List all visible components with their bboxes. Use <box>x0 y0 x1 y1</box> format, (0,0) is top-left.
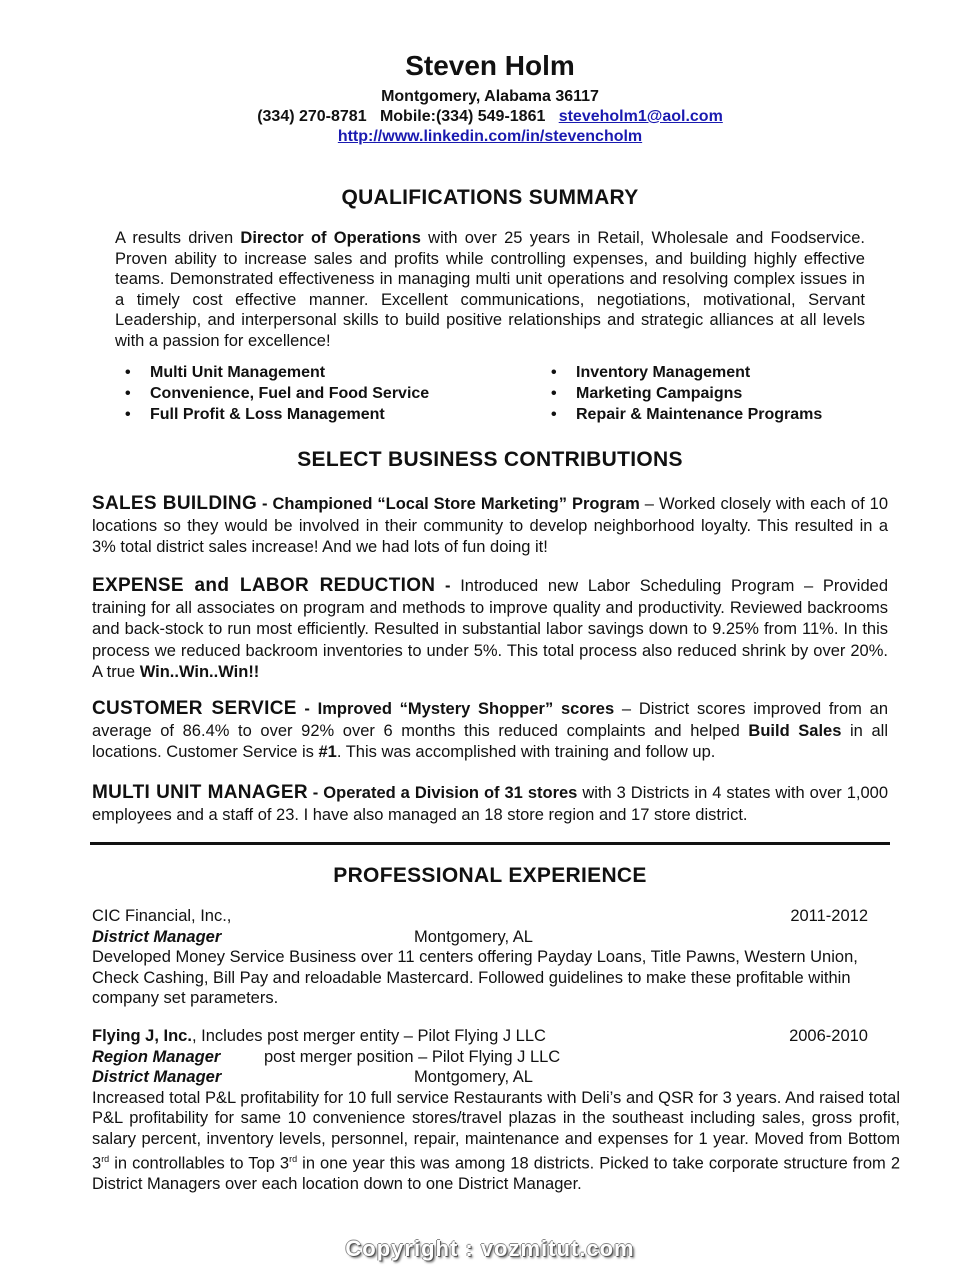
candidate-name: Steven Holm <box>405 50 575 81</box>
job-description <box>92 1088 900 1195</box>
skills-list-right <box>546 362 822 425</box>
separator: - <box>307 784 324 802</box>
contribution-multi-unit <box>92 782 888 826</box>
experience-title: PROFESSIONAL EXPERIENCE <box>333 864 647 887</box>
company-note: , Includes post merger entity – Pilot Flying J LLC <box>191 1027 546 1045</box>
job-cic-financial <box>92 906 872 1009</box>
job-title-2: District Manager <box>92 1068 222 1086</box>
summary-bold: Director of Operations <box>240 229 421 247</box>
job-title-note: post merger position – Pilot Flying J LLC <box>264 1047 561 1066</box>
job-description: Developed Money Service Business over 11 centers offering Payday Loans, Title Pawns, Western Union, Check Cashing, Bill Pay and reloadable Mastercard. Followed guidelines to make these profitable within company set parameters. <box>92 948 858 1007</box>
phone: (334) 270-8781 <box>257 108 367 125</box>
mobile: Mobile:(334) 549-1861 <box>379 108 546 125</box>
contribution-body: with 3 Districts in 4 states with over 1,000 employees and a staff of 23. I have also managed an 18 store region and 17 store district. <box>92 784 888 824</box>
summary-text-rest: with over 25 years in Retail, Wholesale and Foodservice. Proven ability to increase sales and profits while controlling expenses, and building highly effective teams. Demonstrated effectiveness in managing multi unit operations and resolving complex issues in a timely cost effective manner. Excellent communications, negotiations, motivational, Servant Leadership, and interpersonal skills to build positive relationships and strategic alliances at all levels with a passion for excellence! <box>115 229 865 350</box>
linkedin-link[interactable]: http://www.linkedin.com/in/stevencholm <box>337 128 643 145</box>
job-location: Montgomery, AL <box>414 1068 533 1086</box>
desc-text: in controllables to Top 3 <box>109 1154 290 1173</box>
contribution-heading: MULTI UNIT MANAGER <box>92 782 308 803</box>
superscript: rd <box>101 1154 110 1164</box>
contribution-tail: Win..Win..Win!! <box>139 663 260 681</box>
contribution-heading: EXPENSE and LABOR REDUCTION <box>92 575 436 596</box>
desc-text: Increased total P&L profitability for 10 full service Restaurants with Deli’s and QSR for 3 years. And raised total P&L profitability for same 10 convenience stores/travel plazas in the southeast including sales, gross profit, salary percent, inventory levels, personnel, repair, maintenance and expenses for 1 year. Moved from Bottom 3 <box>92 1088 900 1173</box>
contribution-body: . This was accomplished with training and follow up. <box>336 743 716 761</box>
superscript: rd <box>289 1154 298 1164</box>
contribution-heading: SALES BUILDING <box>92 493 258 514</box>
summary-text: A results driven <box>115 229 241 247</box>
contribution-sales-building <box>92 493 888 559</box>
email-link[interactable]: steveholm1@aol.com <box>558 108 723 125</box>
contribution-customer-service <box>92 698 888 764</box>
company-name: Flying J, Inc. <box>92 1027 192 1045</box>
linkedin-line <box>0 128 980 146</box>
contribution-body: Introduced new Labor Scheduling Program – Provided training for all associates on program and methods to improve quality and productivity. Reviewed backrooms and back-stock to run most efficiently. Resulted in substantial labor savings down to 9.25% from 11%. In this process we reduced backroom inventories to under 5%. This total process also reduced shrink by over 20%. A true <box>92 577 888 681</box>
contact-line <box>0 108 980 126</box>
contribution-expense-labor <box>92 575 888 684</box>
job-flying-j <box>92 1026 900 1195</box>
skill-item: • Marketing Campaigns <box>546 383 822 404</box>
copyright-watermark: Copyright : vozmitut.com <box>345 1236 635 1261</box>
separator: - <box>296 700 318 718</box>
contribution-lead: Improved “Mystery Shopper” scores <box>317 700 615 718</box>
contribution-body: – District scores improved from an average of 86.4% to over 92% over 6 months this reduced complaints and helped <box>92 700 888 740</box>
contribution-bold: Build Sales <box>748 721 842 740</box>
contribution-lead: Operated a Division of 31 stores <box>323 784 578 802</box>
job-title: Region Manager <box>92 1047 221 1066</box>
separator: - <box>435 577 461 595</box>
skill-item: • Full Profit & Loss Management <box>120 404 429 425</box>
address: Montgomery, Alabama 36117 <box>381 88 599 105</box>
job-location: Montgomery, AL <box>414 927 533 946</box>
skill-item: • Inventory Management <box>546 362 822 383</box>
contribution-body: – Worked closely with each of 10 locations so they would be involved in their community to develop neighborhood loyalty. This resulted in a 3% total district sales increase! And we had lots of fun doing it! <box>92 495 888 556</box>
job-years: 2011-2012 <box>790 907 868 925</box>
skill-item: • Multi Unit Management <box>120 362 429 383</box>
company-name: CIC Financial, Inc., <box>92 907 232 925</box>
job-title: District Manager <box>92 927 222 946</box>
separator: - <box>257 495 273 513</box>
skill-item: • Convenience, Fuel and Food Service <box>120 383 429 404</box>
contribution-body: in all locations. Customer Service is <box>92 721 888 761</box>
qualifications-title: QUALIFICATIONS SUMMARY <box>341 186 639 209</box>
section-divider <box>90 842 890 845</box>
job-years: 2006-2010 <box>789 1027 868 1045</box>
contributions-title: SELECT BUSINESS CONTRIBUTIONS <box>297 448 683 471</box>
qualifications-summary <box>115 228 865 351</box>
contribution-heading: CUSTOMER SERVICE <box>92 698 297 719</box>
skill-item: • Repair & Maintenance Programs <box>546 404 822 425</box>
desc-text: in one year this was among 18 districts. Picked to take corporate structure from 2 District Managers over each location down to one District Manager. <box>92 1154 900 1193</box>
contribution-bold: #1 <box>318 743 337 761</box>
contribution-lead: Championed “Local Store Marketing” Program <box>272 495 640 513</box>
skills-list-left <box>120 362 429 425</box>
